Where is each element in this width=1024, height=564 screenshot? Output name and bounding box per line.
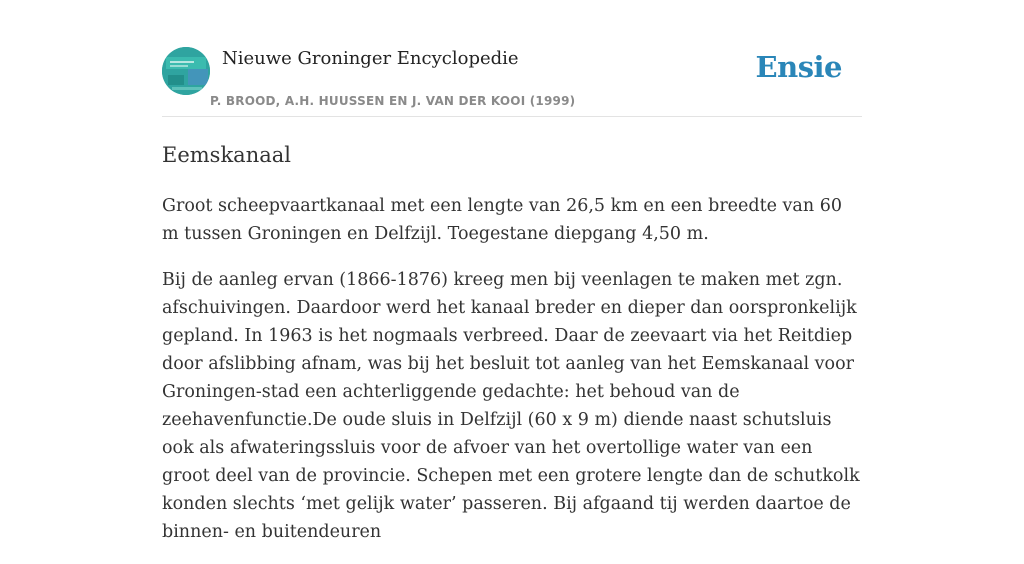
book-cover-graphic bbox=[162, 47, 210, 95]
entry-paragraph: Groot scheepvaartkanaal met een lengte van 26,5 km en een breedte van 60 m tussen Groningen en Delfzijl. Toegestane diepgang 4,50 m. bbox=[162, 196, 842, 244]
entry-title: Eemskanaal bbox=[162, 143, 291, 167]
book-authors: P. BROOD, A.H. HUUSSEN EN J. VAN DER KOOI (1999) bbox=[210, 94, 576, 108]
entry-content bbox=[162, 192, 862, 564]
page bbox=[162, 0, 862, 542]
book-title[interactable]: Nieuwe Groninger Encyclopedie bbox=[222, 48, 519, 69]
entry-paragraph: Bij de aanleg ervan (1866-1876) kreeg men bij veenlagen te maken met zgn. afschuivingen. Daardoor werd het kanaal breder en dieper dan oorspronkelijk gepland. In 1963 is het nogmaals verbreed. Daar de zeevaart via het Reitdiep door afslibbing afnam, was bij het besluit tot aanleg van het Eemskanaal voor Groningen-stad een achterliggende gedachte: het behoud van de zeehavenfunctie.De oude sluis in Delfzijl (60 x 9 m) diende naast schutsluis ook als afwateringssluis voor de afvoer van het overtollige water van een groot deel van de provincie. Schepen met een grotere lengte dan de schutkolk konden slechts ‘met gelijk water’ passeren. Bij afgaand tij werden daartoe de binnen- en buitendeuren bbox=[162, 270, 860, 542]
source-header bbox=[162, 46, 862, 117]
ensie-logo[interactable]: Ensie bbox=[755, 50, 842, 84]
book-cover-image[interactable] bbox=[162, 47, 210, 95]
